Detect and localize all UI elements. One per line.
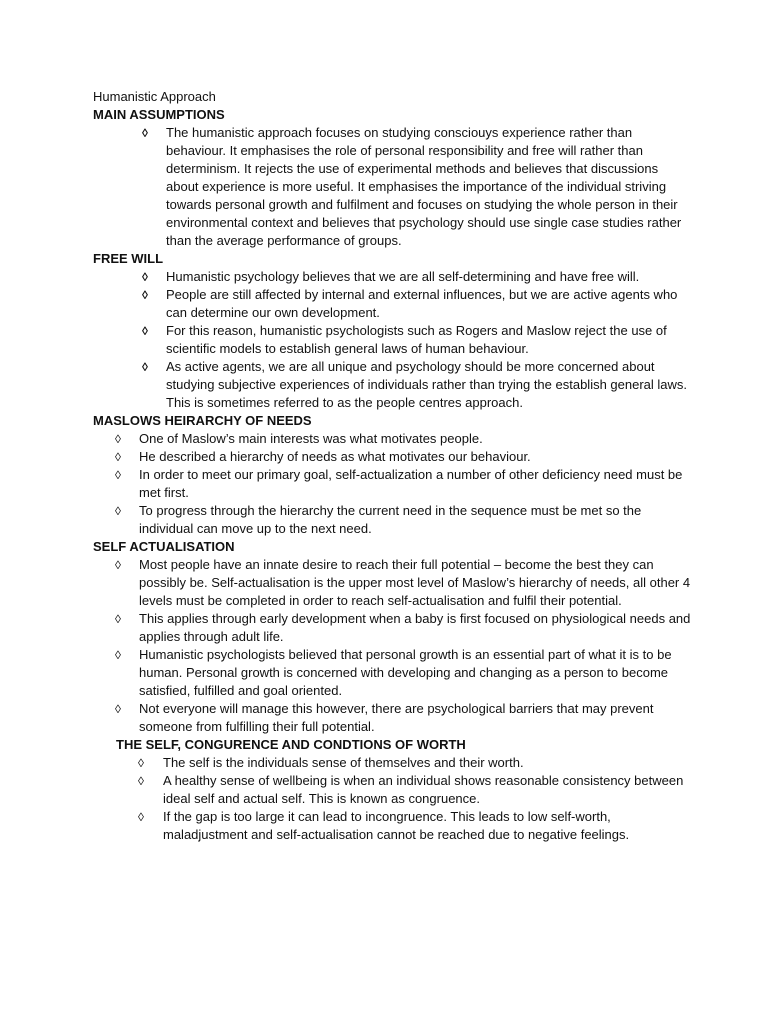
diamond-bullet-icon: ◊ [115,432,121,446]
heading-main-assumptions: MAIN ASSUMPTIONS [93,107,225,122]
list-item-text: Most people have an innate desire to reach their full potential – become the best they can possibly be. Self-actualisation is the upper most level of Maslow’s hierarchy of needs, all other 4 levels must be completed in order to reach self-actualisation and fulfil their potential. [139,557,691,608]
diamond-bullet-icon: ◊ [142,126,148,140]
self-congruence-list [93,754,693,844]
diamond-bullet-icon: ◊ [138,810,144,824]
diamond-bullet-icon: ◊ [138,756,144,770]
list-item [93,610,693,646]
self-actualisation-list [93,556,693,736]
heading-self-congruence: THE SELF, CONGURENCE AND CONDTIONS OF WORTH [116,737,466,752]
list-item [93,466,693,502]
diamond-bullet-icon: ◊ [138,774,144,788]
list-item-text: Humanistic psychologists believed that personal growth is an essential part of what it is to be human. Personal growth is concerned with developing and changing as a person to become satisfied, fulfilled and goal oriented. [139,647,672,698]
diamond-bullet-icon: ◊ [115,504,121,518]
list-item [93,502,693,538]
free-will-list [93,268,693,412]
list-item-text: This applies through early development when a baby is first focused on physiological needs and applies through adult life. [139,611,691,644]
list-item [93,322,693,358]
list-item [93,646,693,700]
list-item-text: One of Maslow’s main interests was what motivates people. [139,431,483,446]
list-item-text: For this reason, humanistic psychologists such as Rogers and Maslow reject the use of scientific models to establish general laws of human behaviour. [166,323,667,356]
list-item-text: The humanistic approach focuses on studying consciouys experience rather than behaviour. It emphasises the role of personal responsibility and free will rather than determinism. It rejects the use of experimental methods and believes that discussions about experience is more useful. It emphasises the importance of the individual striving towards personal growth and fulfilment and focuses on studying the whole person in their environmental context and believes that psychology should use single case studies rather than the average performance of groups. [166,125,682,248]
heading-free-will: FREE WILL [93,251,164,266]
list-item-text: Humanistic psychology believes that we are all self-determining and have free will. [166,269,640,284]
diamond-bullet-icon: ◊ [142,324,148,338]
diamond-bullet-icon: ◊ [142,360,148,374]
list-item [93,556,693,610]
diamond-bullet-icon: ◊ [142,270,148,284]
list-item [93,430,693,448]
list-item-text: As active agents, we are all unique and psychology should be more concerned about studying subjective experiences of individuals rather than trying the establish general laws. This is sometimes referred to as the people centres approach. [166,359,688,410]
diamond-bullet-icon: ◊ [115,612,121,626]
document-title: Humanistic Approach [93,89,216,104]
list-item [93,772,693,808]
diamond-bullet-icon: ◊ [115,468,121,482]
list-item [93,700,693,736]
list-item-text: The self is the individuals sense of themselves and their worth. [163,755,524,770]
heading-self-actualisation: SELF ACTUALISATION [93,539,235,554]
diamond-bullet-icon: ◊ [115,648,121,662]
list-item [93,808,693,844]
list-item-text: Not everyone will manage this however, there are psychological barriers that may prevent someone from fulfilling their full potential. [139,701,654,734]
list-item-text: A healthy sense of wellbeing is when an individual shows reasonable consistency between ideal self and actual self. This is known as congruence. [163,773,684,806]
maslows-hierarchy-list [93,430,693,538]
heading-maslows-hierarchy: MASLOWS HEIRARCHY OF NEEDS [93,413,312,428]
list-item-text: In order to meet our primary goal, self-actualization a number of other deficiency need must be met first. [139,467,683,500]
list-item [93,448,693,466]
diamond-bullet-icon: ◊ [142,288,148,302]
list-item-text: He described a hierarchy of needs as what motivates our behaviour. [139,449,531,464]
list-item [93,358,693,412]
list-item-text: To progress through the hierarchy the current need in the sequence must be met so the individual can move up to the next need. [139,503,642,536]
list-item [93,268,693,286]
diamond-bullet-icon: ◊ [115,450,121,464]
list-item [93,124,693,250]
diamond-bullet-icon: ◊ [115,702,121,716]
document-page [93,88,693,844]
diamond-bullet-icon: ◊ [115,558,121,572]
list-item [93,286,693,322]
list-item-text: People are still affected by internal and external influences, but we are active agents who can determine our own development. [166,287,678,320]
list-item [93,754,693,772]
main-assumptions-list [93,124,693,250]
list-item-text: If the gap is too large it can lead to incongruence. This leads to low self-worth, maladjustment and self-actualisation cannot be reached due to negative feelings. [163,809,630,842]
